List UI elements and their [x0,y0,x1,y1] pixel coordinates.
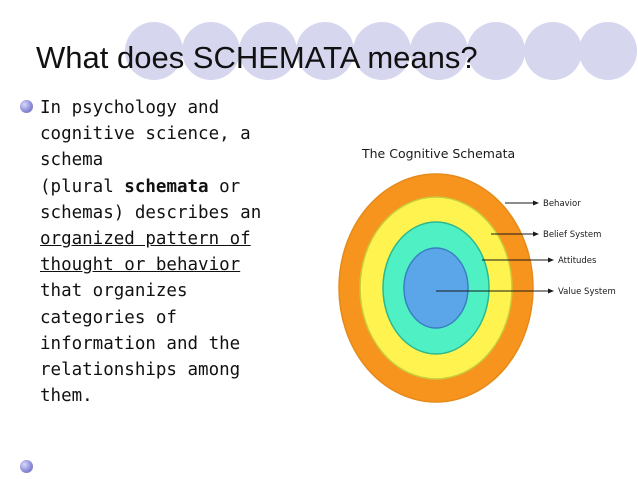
arrowhead [533,201,539,206]
text-line: schemas) describes an [40,202,262,223]
ring-value-system [404,248,468,328]
text-line: In psychology and [40,98,220,118]
arrowhead [548,289,554,294]
underlined-text: thought or behavior [40,255,241,276]
label-behavior: Behavior [543,199,581,209]
arrowhead [548,258,554,263]
text-line: that organizes [40,281,188,302]
text-fragment: (plural [40,176,125,197]
diagram-title: The Cognitive Schemata [362,146,516,161]
text-line: categories of [40,307,177,328]
text-line: cognitive science, a [40,124,251,145]
text-line: schema [40,150,104,171]
slide-title: What does SCHEMATA means? [36,40,478,75]
text-line: relationships among [40,360,241,381]
text-line: them. [40,386,93,407]
label-attitudes: Attitudes [558,256,597,266]
text-fragment: or [208,176,241,197]
text-line: information and the [40,333,241,354]
arrowhead [533,232,539,237]
label-belief-system: Belief System [543,230,602,240]
underlined-text: organized pattern of [40,229,251,250]
bold-term-schemata: schemata [124,176,209,197]
label-value-system: Value System [558,287,616,297]
